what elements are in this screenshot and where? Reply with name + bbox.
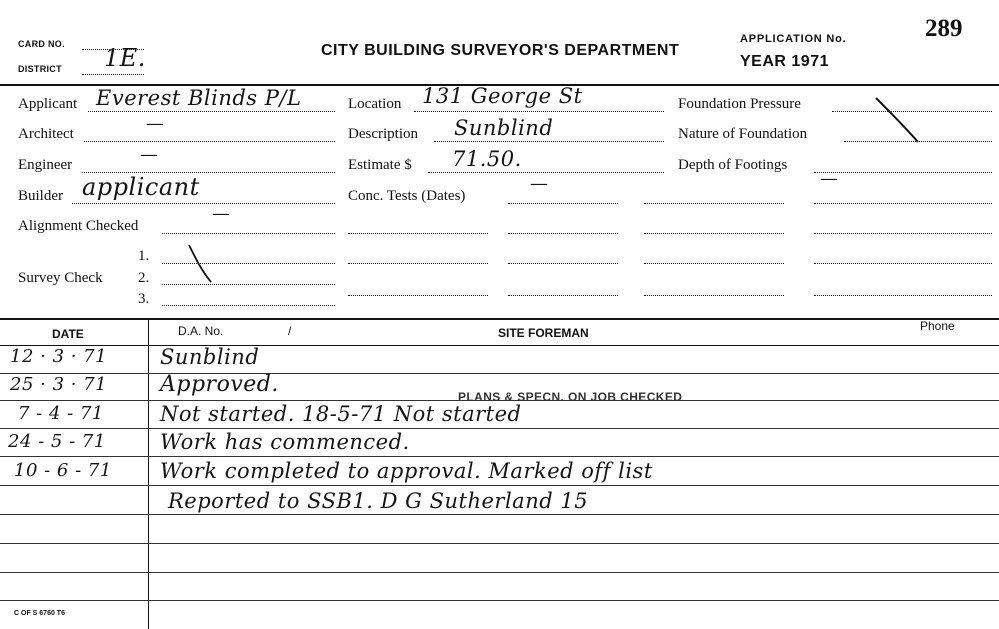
da-no-slash: / — [288, 324, 292, 338]
foundation-pressure-label: Foundation Pressure — [678, 96, 801, 112]
estimate-value: 71.50. — [452, 147, 522, 171]
location-value: 131 George St — [422, 84, 583, 108]
district-value: 1E. — [104, 44, 146, 72]
conc-tests-line-6 — [348, 295, 488, 296]
engineer-label: Engineer — [18, 157, 73, 173]
row-3-date: 7 - 4 - 71 — [18, 403, 104, 424]
application-no: 289 — [925, 15, 963, 42]
row-4-entry: Work has commenced. — [160, 430, 410, 454]
card-no-label: CARD NO. — [18, 39, 65, 49]
conc-tests-line-2 — [348, 233, 488, 234]
conc-tests-value: — — [530, 173, 549, 194]
survey-2-label: 2. — [138, 270, 150, 286]
row-2-date: 25 · 3 · 71 — [10, 374, 108, 395]
foundation-stroke — [872, 94, 922, 146]
builder-label: Builder — [18, 188, 63, 204]
conc-tests-line-3 — [508, 233, 618, 234]
right-line-7 — [644, 295, 784, 296]
row-1-entry: Sunblind — [160, 345, 260, 369]
date-header: DATE — [52, 327, 84, 341]
table-rule — [0, 514, 999, 515]
year-label: YEAR 1971 — [740, 53, 829, 70]
department-title: CITY BUILDING SURVEYOR'S DEPARTMENT — [321, 42, 680, 59]
row-3-entry: Not started. 18-5-71 Not started — [160, 402, 522, 426]
district-label: DISTRICT — [18, 64, 62, 74]
table-rule — [0, 373, 999, 374]
table-top-rule — [0, 318, 999, 320]
architect-label: Architect — [18, 126, 74, 142]
right-line-2 — [814, 203, 992, 204]
description-line — [434, 141, 664, 142]
form-code: C OF S 6760 T6 — [14, 610, 65, 617]
survey-check-stroke — [185, 242, 215, 287]
inspection-stamp: PLANS & SPECN. ON JOB CHECKED — [458, 390, 683, 404]
depth-footings-label: Depth of Footings — [678, 157, 788, 173]
right-line-1 — [644, 203, 784, 204]
survey-3-line — [162, 305, 335, 306]
row-4-date: 24 - 5 - 71 — [8, 431, 106, 452]
table-rule — [0, 600, 999, 601]
row-5-date: 10 - 6 - 71 — [14, 460, 112, 481]
depth-footings-line — [814, 172, 992, 173]
da-no-header: D.A. No. — [178, 324, 224, 338]
district-line — [82, 74, 144, 75]
applicant-label: Applicant — [18, 96, 78, 112]
table-rule — [0, 572, 999, 573]
alignment-label: Alignment Checked — [18, 218, 139, 234]
row-1-date: 12 · 3 · 71 — [10, 346, 108, 367]
phone-header: Phone — [920, 319, 955, 333]
builder-line — [72, 203, 335, 204]
conc-tests-label: Conc. Tests (Dates) — [348, 188, 466, 204]
estimate-label: Estimate $ — [348, 157, 412, 173]
conc-tests-line-5 — [508, 263, 618, 264]
row-2-entry: Approved. — [160, 372, 279, 397]
description-value: Sunblind — [454, 116, 554, 140]
survey-3-label: 3. — [138, 291, 150, 307]
right-line-5 — [644, 263, 784, 264]
depth-footings-value: — — [820, 168, 839, 189]
applicant-value: Everest Blinds P/L — [96, 86, 302, 110]
engineer-value: — — [140, 144, 159, 165]
conc-tests-line-4 — [348, 263, 488, 264]
table-rule — [0, 485, 999, 486]
location-line — [414, 111, 664, 112]
right-line-8 — [814, 295, 992, 296]
description-label: Description — [348, 126, 418, 142]
right-line-6 — [814, 263, 992, 264]
table-rule — [0, 428, 999, 429]
conc-tests-line-1 — [508, 203, 618, 204]
applicant-line — [88, 111, 335, 112]
table-rule — [0, 456, 999, 457]
row-5-entry: Work completed to approval. Marked off list — [160, 459, 653, 483]
table-header-rule — [0, 345, 999, 346]
conc-tests-line-7 — [508, 295, 618, 296]
architect-line — [84, 141, 335, 142]
row-6-entry: Reported to SSB1. D G Sutherland 15 — [168, 489, 589, 513]
date-column-divider — [148, 318, 149, 629]
site-foreman-header: SITE FOREMAN — [498, 326, 589, 340]
survey-1-label: 1. — [138, 248, 150, 264]
survey-check-label: Survey Check — [18, 270, 103, 286]
right-line-3 — [644, 233, 784, 234]
architect-value: — — [146, 113, 165, 134]
nature-foundation-label: Nature of Foundation — [678, 126, 808, 142]
table-rule — [0, 543, 999, 544]
location-label: Location — [348, 96, 402, 112]
builder-value: applicant — [82, 173, 200, 201]
alignment-line — [162, 233, 335, 234]
application-no-label: APPLICATION No. — [740, 33, 847, 45]
right-line-4 — [814, 233, 992, 234]
alignment-value: — — [212, 203, 231, 224]
